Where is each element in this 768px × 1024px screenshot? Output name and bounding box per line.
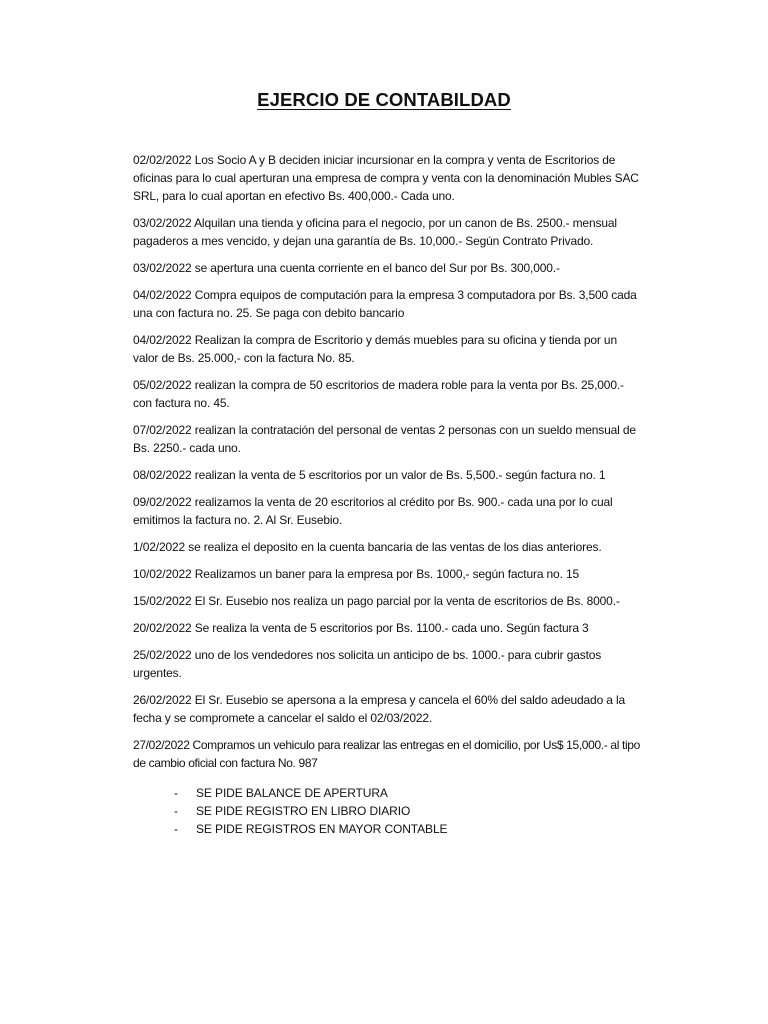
bullet-dash: - bbox=[174, 822, 178, 836]
entry-paragraph: 1/02/2022 se realiza el deposito en la cuenta bancaria de las ventas de los dias anteriores. bbox=[133, 540, 602, 554]
entry-paragraph: 03/02/2022 Alquilan una tienda y oficina para el negocio, por un canon de Bs. 2500.- mensual pagaderos a mes vencido, y dejan una garantía de Bs. 10,000.- Según Contrato Privado. bbox=[133, 216, 617, 248]
requirement-label: SE PIDE REGISTROS EN MAYOR CONTABLE bbox=[196, 822, 448, 836]
entry-paragraph: 04/02/2022 Realizan la compra de Escritorio y demás muebles para su oficina y tienda por un valor de Bs. 25.000,- con la factura No. 85. bbox=[133, 333, 617, 365]
document-title: EJERCIO DE CONTABILDAD bbox=[257, 89, 511, 110]
entry-paragraph: 15/02/2022 El Sr. Eusebio nos realiza un pago parcial por la venta de escritorios de Bs. 8000.- bbox=[133, 594, 620, 608]
entry-paragraph: 03/02/2022 se apertura una cuenta corriente en el banco del Sur por Bs. 300,000.- bbox=[133, 261, 560, 275]
entry-paragraph: 27/02/2022 Compramos un vehiculo para realizar las entregas en el domicilio, por Us$ 15,000.- al tipo de cambio oficial con factura No. 987 bbox=[133, 738, 640, 770]
requirement-item bbox=[133, 820, 643, 838]
entry-paragraph: 20/02/2022 Se realiza la venta de 5 escritorios por Bs. 1100.- cada uno. Según factura 3 bbox=[133, 621, 589, 635]
entry-paragraph: 05/02/2022 realizan la compra de 50 escritorios de madera roble para la venta por Bs. 25,000.- con factura no. 45. bbox=[133, 378, 624, 410]
entry-paragraph: 08/02/2022 realizan la venta de 5 escritorios por un valor de Bs. 5,500.- según factura no. 1 bbox=[133, 468, 606, 482]
entry-paragraph: 07/02/2022 realizan la contratación del personal de ventas 2 personas con un sueldo mensual de Bs. 2250.- cada uno. bbox=[133, 423, 636, 455]
entry-paragraph: 26/02/2022 El Sr. Eusebio se apersona a la empresa y cancela el 60% del saldo adeudado a la fecha y se compromete a cancelar el saldo el 02/03/2022. bbox=[133, 693, 626, 725]
entry-paragraph: 10/02/2022 Realizamos un baner para la empresa por Bs. 1000,- según factura no. 15 bbox=[133, 567, 579, 581]
entry-paragraph: 09/02/2022 realizamos la venta de 20 escritorios al crédito por Bs. 900.- cada una por lo cual emitimos la factura no. 2. Al Sr. Eusebio. bbox=[133, 495, 613, 527]
bullet-dash: - bbox=[174, 804, 178, 818]
requirement-label: SE PIDE BALANCE DE APERTURA bbox=[196, 786, 388, 800]
requirement-item bbox=[133, 784, 643, 802]
requirement-item bbox=[133, 802, 643, 820]
entry-paragraph: 02/02/2022 Los Socio A y B deciden iniciar incursionar en la compra y venta de Escritorios de oficinas para lo cual aperturan una empresa de compra y venta con la denominación Mubles SAC SRL, para lo cual aportan en efectivo Bs. 400,000.- Cada uno. bbox=[133, 153, 639, 203]
requirements-list bbox=[133, 784, 643, 838]
entry-paragraph: 25/02/2022 uno de los vendedores nos solicita un anticipo de bs. 1000.- para cubrir gastos urgentes. bbox=[133, 648, 602, 680]
entry-paragraph: 04/02/2022 Compra equipos de computación para la empresa 3 computadora por Bs. 3,500 cada una con factura no. 25. Se paga con debito bancario bbox=[133, 288, 637, 320]
requirement-label: SE PIDE REGISTRO EN LIBRO DIARIO bbox=[196, 804, 411, 818]
document-body bbox=[133, 151, 643, 838]
bullet-dash: - bbox=[174, 786, 178, 800]
